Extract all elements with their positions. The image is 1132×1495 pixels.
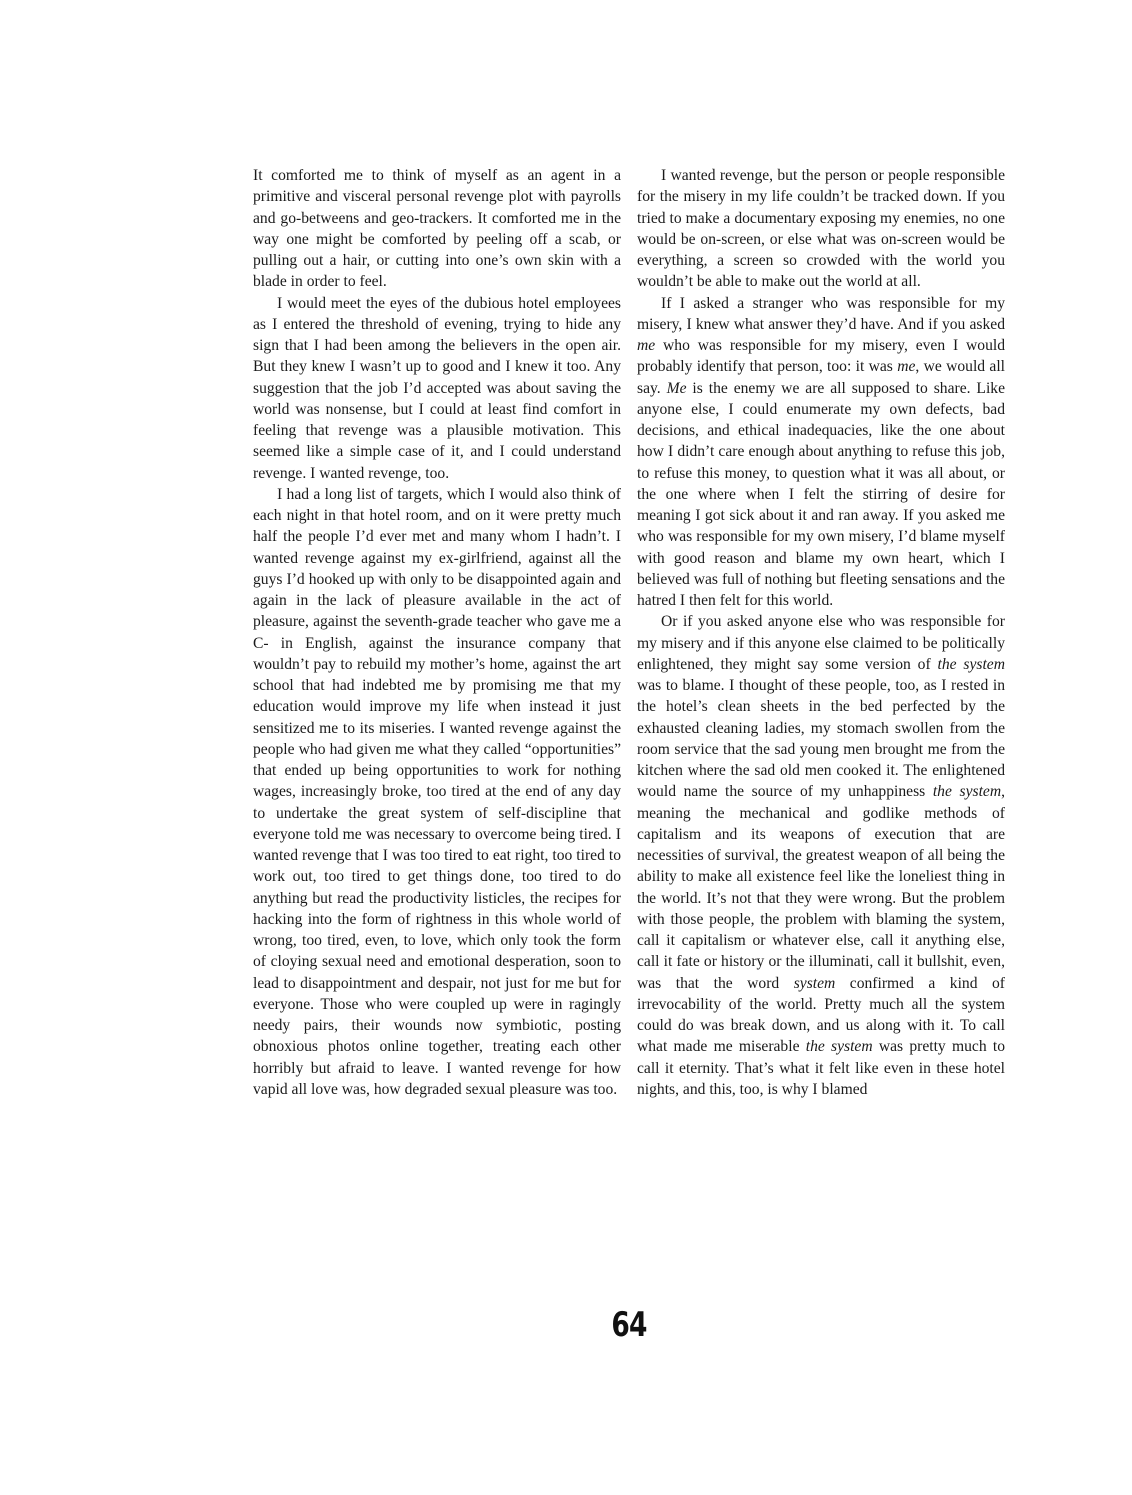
text-run: If I asked a stranger who was responsible for my misery, I knew what answer they’d have. And if you asked xyxy=(637,294,1005,333)
left-text-column xyxy=(253,165,621,1100)
right-text-column xyxy=(637,165,1005,1100)
italic-phrase: the system xyxy=(937,655,1005,673)
text-run: was pretty much to call it eternity. That’s what it felt like even in these hotel nights, and this, too, is why I blamed xyxy=(637,1038,1005,1098)
text-run: is the enemy we are all supposed to share. Like anyone else, I could enumerate my own defects, bad decisions, and ethical inadequacies, like the one about how I didn’t care enough about anything to refuse this job, to refuse this money, to question what it was all about, or the one where when I felt the stirring of desire for meaning I got sick about it and ran away. If you asked me who was responsible for my own misery, I’d blame myself with good reason and blame my own heart, which I believed was full of nothing but fleeting sensations and the hatred I then felt for this world. xyxy=(637,379,1005,609)
text-run: was to blame. I thought of these people, too, as I rested in the hotel’s clean sheets in the bed perfected by the exhausted cleaning ladies, my stomach swollen from the room service that the sad young men brought me from the kitchen where the sad old men cooked it. The enlightened would name the source of my unhappiness xyxy=(637,677,1005,801)
italic-phrase: the system xyxy=(932,783,1002,801)
paragraph: I wanted revenge, but the person or people responsible for the misery in my life couldn’t be tracked down. If you tried to make a documentary exposing my enemies, no one would be on-screen, or else what was on-screen would be everything, a screen so crowded with the world you wouldn’t be able to make out the world at all. xyxy=(637,167,1005,291)
italic-word: me xyxy=(897,358,916,376)
paragraph xyxy=(637,293,1005,612)
italic-phrase: the system xyxy=(805,1038,873,1056)
page-number: 64 xyxy=(611,1305,647,1345)
text-run: confirmed a kind of irrevocability of the world. Pretty much all the system could do was break down, and us along with it. To call what made me miserable xyxy=(637,974,1005,1056)
text-run: , meaning the mechanical and godlike methods of capitalism and its weapons of execution that are necessities of survival, the greatest weapon of all being the ability to make all existence feel like the loneliest thing in the world. It’s not that they were wrong. But the problem with those people, the problem with blaming the system, call it capitalism or whatever else, call it anything else, call it fate or history or the illuminati, call it bullshit, even, was that the word xyxy=(637,783,1005,992)
text-run: , we would all say. xyxy=(637,358,1005,397)
paragraph xyxy=(637,611,1005,1100)
text-run: Or if you asked anyone else who was responsible for my misery and if this anyone else claimed to be politically enlightened, they might say some version of xyxy=(637,613,1005,673)
paragraph: It comforted me to think of myself as an agent in a primitive and visceral personal revenge plot with payrolls and go-betweens and geo-trackers. It comforted me in the way one might be comforted by peeling off a scab, or pulling out a hair, or cutting into one’s own skin with a blade in order to feel. xyxy=(253,167,621,291)
italic-word: Me xyxy=(666,379,687,397)
italic-word: system xyxy=(793,974,836,992)
paragraph: I would meet the eyes of the dubious hotel employees as I entered the threshold of evening, trying to hide any sign that I had been among the believers in the open air. But they knew I wasn’t up to good and I knew it too. Any suggestion that the job I’d accepted was about saving the world was nonsense, but I could at least find comfort in feeling that revenge was a plausible motivation. This seemed like a simple case of it, and I could understand revenge. I wanted revenge, too. xyxy=(253,294,621,482)
paragraph: I had a long list of targets, which I would also think of each night in that hotel room, and on it were pretty much half the people I’d ever met and many whom I hadn’t. I wanted revenge against my ex-girlfriend, against all the guys I’d hooked up with only to be disappointed again and again in the lack of pleasure available in the act of pleasure, against the seventh-grade teacher who gave me a C- in English, against the insurance company that wouldn’t pay to rebuild my mother’s home, against the art school that had indebted me by promising me that my education would improve my life when instead it just sensitized me to its miseries. I wanted revenge against the people who had given me what they called “opportunities” that ended up being opportunities to work for nothing wages, increasingly broke, too tired at the end of any day to undertake the great system of self-discipline that everyone told me was necessary to overcome being tired. I wanted revenge that I was too tired to eat right, too tired to work out, too tired to get things done, too tired to do anything but read the productivity listicles, the recipes for hacking into the form of rightness in this whole world of wrong, too tired, even, to love, which only took the form of cloying sexual need and emotional desperation, soon to lead to disappointment and despair, not just for me but for everyone. Those who were coupled up were in ragingly needy pairs, their wounds now symbiotic, posting obnoxious photos online together, treating each other horribly but afraid to leave. I wanted revenge for how vapid all love was, how degraded sexual pleasure was too. xyxy=(253,485,621,1098)
text-run: who was responsible for my misery, even I would probably identify that person, too: it was xyxy=(637,337,1005,376)
italic-word: me xyxy=(637,337,656,354)
